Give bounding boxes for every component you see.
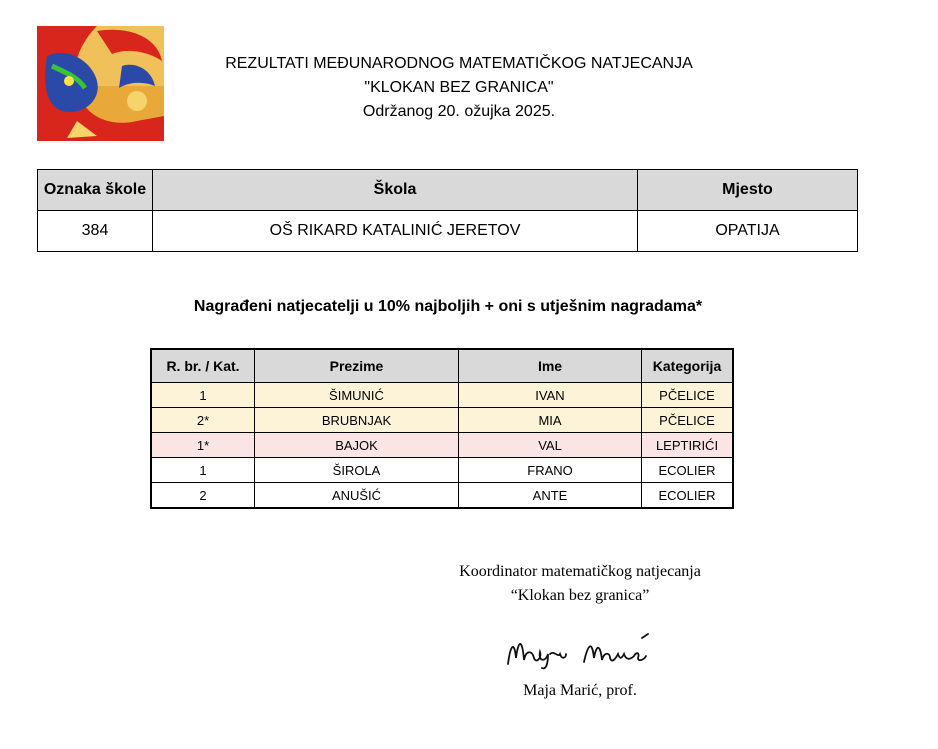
document-header [200, 52, 718, 124]
rank-cell: 2* [151, 408, 255, 433]
school-table-header-row [38, 170, 858, 211]
signature-image [502, 628, 662, 672]
category-cell: ECOLIER [642, 483, 734, 509]
col-school-code: Oznaka škole [38, 170, 153, 211]
name-cell: ANTE [459, 483, 642, 509]
results-table-header-row [151, 349, 733, 383]
name-cell: IVAN [459, 383, 642, 408]
surname-cell: BRUBNJAK [255, 408, 459, 433]
col-school-name: Škola [153, 170, 638, 211]
category-cell: LEPTIRIĆI [642, 433, 734, 458]
table-row [151, 408, 733, 433]
school-table [37, 169, 858, 252]
school-table-row [38, 211, 858, 252]
klokan-logo-image [37, 26, 164, 141]
results-subtitle: Nagrađeni natjecatelji u 10% najboljih + oni s utješnim nagradama* [193, 298, 703, 315]
header-competition-name: "KLOKAN BEZ GRANICA" [364, 79, 554, 96]
school-code: 384 [38, 211, 153, 252]
name-cell: FRANO [459, 458, 642, 483]
header-title: REZULTATI MEĐUNARODNOG MATEMATIČKOG NATJECANJA [225, 55, 693, 72]
table-row [151, 458, 733, 483]
col-name: Ime [459, 349, 642, 383]
coordinator-competition: “Klokan bez granica” [510, 587, 650, 604]
rank-cell: 1 [151, 383, 255, 408]
signer-name: Maja Marić, prof. [523, 682, 637, 699]
rank-cell: 1* [151, 433, 255, 458]
category-cell: PČELICE [642, 383, 734, 408]
results-table [150, 348, 734, 509]
header-date: Održanog 20. ožujka 2025. [362, 103, 556, 120]
rank-cell: 2 [151, 483, 255, 509]
col-school-place: Mjesto [638, 170, 858, 211]
table-row [151, 383, 733, 408]
table-row [151, 433, 733, 458]
surname-cell: BAJOK [255, 433, 459, 458]
school-name: OŠ RIKARD KATALINIĆ JERETOV [153, 211, 638, 252]
coordinator-title: Koordinator matematičkog natjecanja [459, 563, 701, 580]
coordinator-block [420, 560, 740, 608]
name-cell: VAL [459, 433, 642, 458]
name-cell: MIA [459, 408, 642, 433]
category-cell: PČELICE [642, 408, 734, 433]
surname-cell: ŠIROLA [255, 458, 459, 483]
school-place: OPATIJA [638, 211, 858, 252]
table-row [151, 483, 733, 509]
rank-cell: 1 [151, 458, 255, 483]
surname-cell: ANUŠIĆ [255, 483, 459, 509]
category-cell: ECOLIER [642, 458, 734, 483]
col-category: Kategorija [642, 349, 734, 383]
surname-cell: ŠIMUNIĆ [255, 383, 459, 408]
col-surname: Prezime [255, 349, 459, 383]
col-rank: R. br. / Kat. [151, 349, 255, 383]
